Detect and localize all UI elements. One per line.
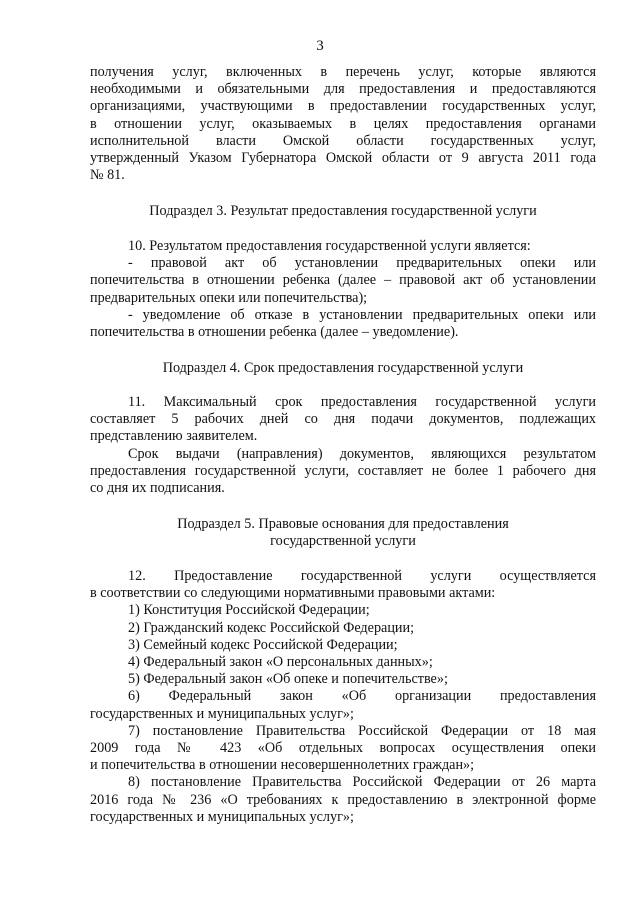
subsection-4-heading: Подраздел 4. Срок предоставления государственной услуги xyxy=(162,360,524,376)
text-line: 11. Максимальный срок предоставления государственной услуги xyxy=(128,394,596,410)
text-line: № 81. xyxy=(90,167,125,184)
text-line: 12. Предоставление государственной услуги осуществляется xyxy=(128,568,596,584)
subsection-5-heading xyxy=(90,516,596,550)
text-line: составляет 5 рабочих дней со дня подачи документов, подлежащих xyxy=(90,411,596,428)
text-line: предоставления государственной услуги, составляет не более 1 рабочего дня xyxy=(90,462,596,479)
subsection-3-heading: Подраздел 3. Результат предоставления государственной услуги xyxy=(149,203,537,219)
text-line: организациями, участвующими в предоставлении государственных услуг, xyxy=(90,98,596,115)
subsection-4-body xyxy=(90,394,596,497)
text-line: утвержденный Указом Губернатора Омской области от 9 августа 2011 года xyxy=(90,150,596,167)
text-line: попечительства в отношении ребенка (далее – правовой акт об установлении xyxy=(90,272,596,289)
text-line: в отношении услуг, оказываемых в целях предоставления органами xyxy=(90,115,596,132)
text-line: 2009 года № 423 «Об отдельных вопросах осуществления опеки xyxy=(90,740,596,757)
text-line: 7) постановление Правительства Российской Федерации от 18 мая xyxy=(128,722,596,739)
act-item: 3) Семейный кодекс Российской Федерации; xyxy=(128,636,398,653)
text-line: попечительства в отношении ребенка (далее – уведомление). xyxy=(90,324,459,341)
text-line: со дня их подписания. xyxy=(90,480,225,497)
paragraph-10: 10. Результатом предоставления государственной услуги является: xyxy=(128,238,531,254)
text-line: получения услуг, включенных в перечень услуг, которые являются xyxy=(90,64,596,80)
act-item: 2) Гражданский кодекс Российской Федерации; xyxy=(128,619,415,636)
page-number: 3 xyxy=(316,38,324,54)
text-line: Срок выдачи (направления) документов, являющихся результатом xyxy=(128,445,596,462)
text-line: исполнительной власти Омской области государственных услуг, xyxy=(90,132,596,149)
text-line: предварительных опеки или попечительства); xyxy=(90,289,368,306)
text-line: необходимыми и обязательными для предоставления и предоставляются xyxy=(90,81,596,98)
text-line: в соответствии со следующими нормативными правовыми актами: xyxy=(90,585,496,602)
text-line: и попечительства в отношении несовершеннолетних граждан»; xyxy=(90,757,475,774)
text-line: 6) Федеральный закон «Об организации предоставления xyxy=(128,688,596,705)
text-line: государственных и муниципальных услуг»; xyxy=(90,705,354,722)
heading-line: Подраздел 5. Правовые основания для предоставления xyxy=(177,516,509,532)
subsection-5-body xyxy=(90,568,596,826)
heading-line: государственной услуги xyxy=(270,533,416,550)
text-line: 8) постановление Правительства Российской Федерации от 26 марта xyxy=(128,774,596,791)
act-item: 4) Федеральный закон «О персональных данных»; xyxy=(128,654,433,671)
act-item: 5) Федеральный закон «Об опеке и попечительстве»; xyxy=(128,671,448,688)
act-item: 1) Конституция Российской Федерации; xyxy=(128,602,370,619)
text-line: государственных и муниципальных услуг»; xyxy=(90,808,354,825)
text-line: - правовой акт об установлении предварительных опеки или xyxy=(128,255,596,272)
text-line: 2016 года № 236 «О требованиях к предоставлению в электронной форме xyxy=(90,791,596,808)
text-line: - уведомление об отказе в установлении предварительных опеки или xyxy=(128,306,596,323)
intro-paragraph xyxy=(90,64,596,184)
text-line: представлению заявителем. xyxy=(90,428,258,445)
subsection-3-body xyxy=(90,238,596,341)
